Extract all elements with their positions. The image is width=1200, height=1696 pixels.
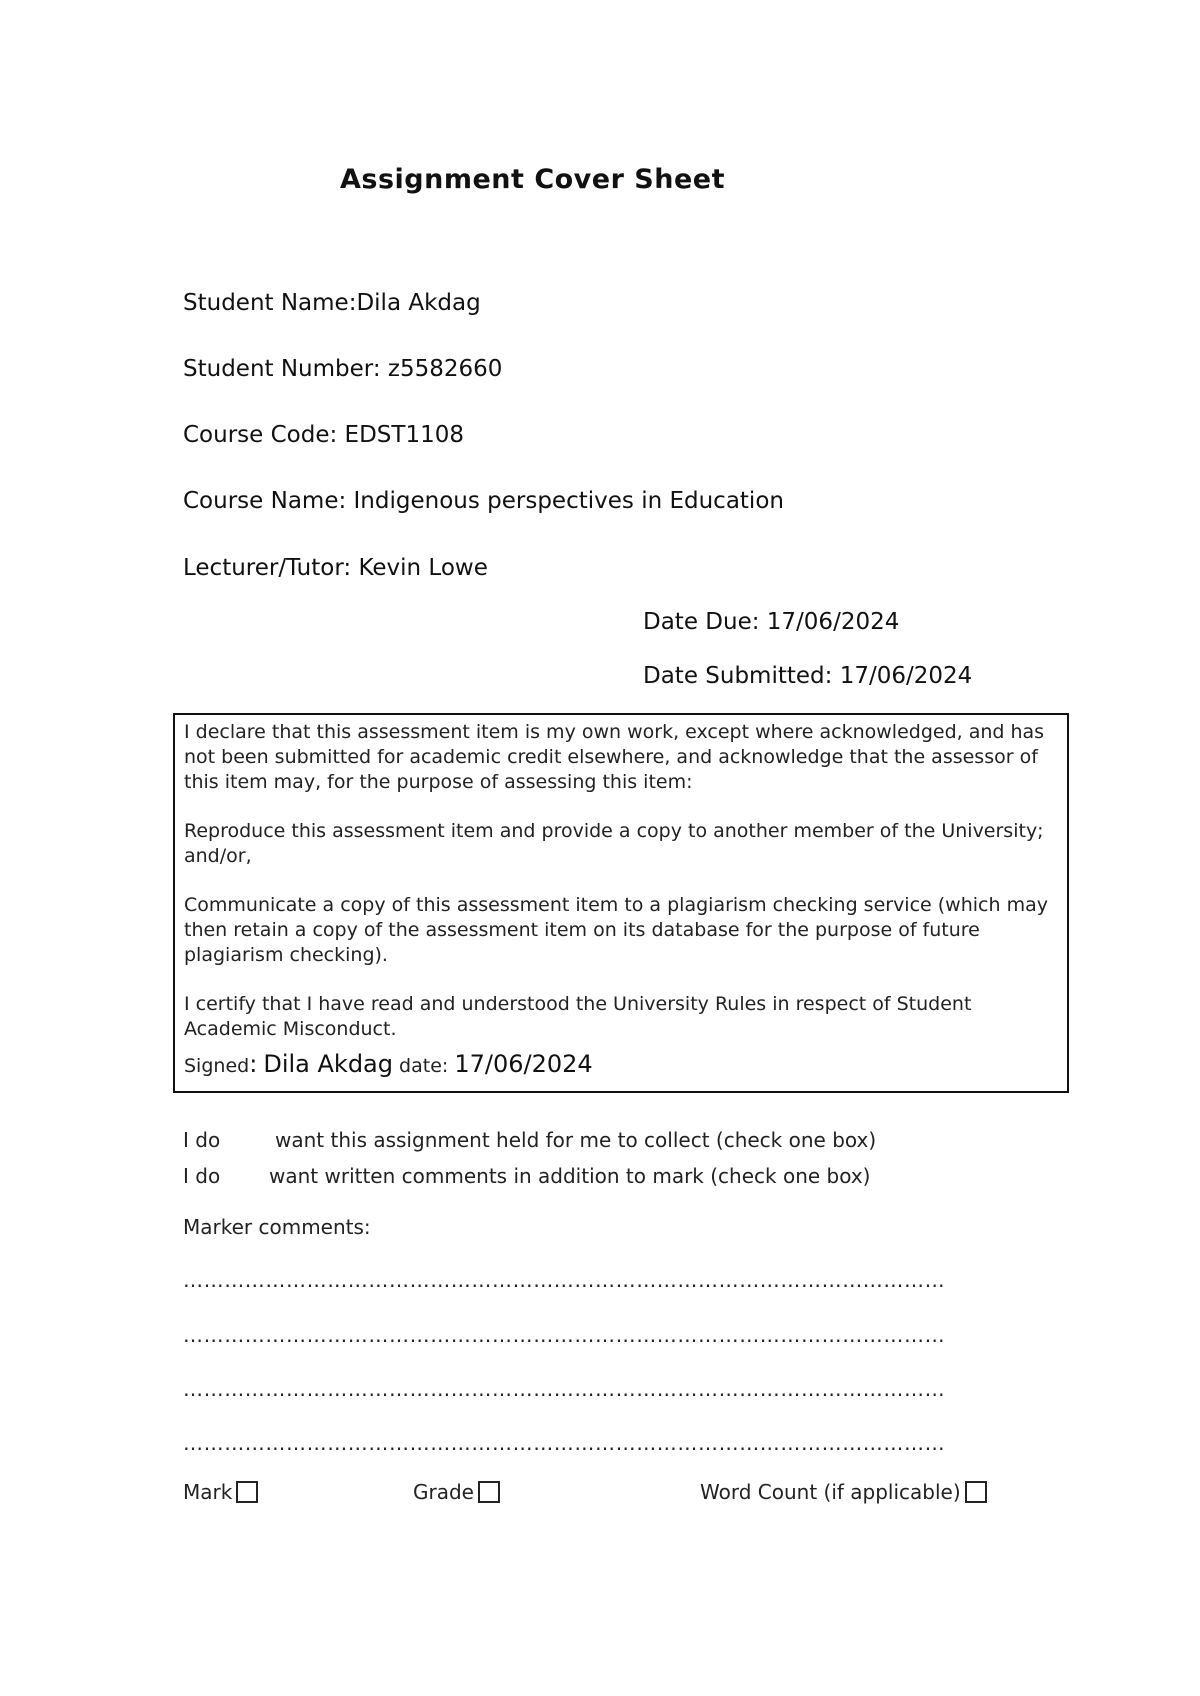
declaration-paragraph: Reproduce this assessment item and provide a copy to another member of the University; and/or, [184,820,1044,867]
page-title: Assignment Cover Sheet [340,164,726,195]
signature-line [184,1052,1058,1079]
signature-date-label: date: [399,1055,449,1077]
signed-label: Signed [184,1055,250,1077]
declaration-paragraph: Communicate a copy of this assessment item to a plagiarism checking service (which may then retain a copy of the assessment item on its database for the purpose of future plagiarism checking). [184,894,1048,966]
declaration-box [173,713,1069,1093]
signature-date: 17/06/2024 [454,1050,593,1078]
comment-line[interactable]: ………………………………………………………………………………………………… [183,1377,946,1401]
comment-line[interactable]: ………………………………………………………………………………………………… [183,1323,946,1347]
course-name: Course Name: Indigenous perspectives in Education [183,488,784,514]
date-submitted: Date Submitted: 17/06/2024 [643,663,973,689]
word-count-label: Word Count (if applicable) [700,1480,961,1504]
mark-label: Mark [183,1480,233,1504]
grade-field [413,1480,500,1504]
comments-option-text: want written comments in addition to mark (check one box) [269,1164,871,1188]
word-count-checkbox[interactable] [965,1481,987,1503]
marker-comments-label: Marker comments: [183,1215,371,1239]
student-number: Student Number: z5582660 [183,356,503,382]
lecturer-tutor: Lecturer/Tutor: Kevin Lowe [183,555,488,581]
course-code: Course Code: EDST1108 [183,422,464,448]
comment-line[interactable]: ………………………………………………………………………………………………… [183,1268,946,1292]
grade-checkbox[interactable] [478,1481,500,1503]
student-name: Student Name:Dila Akdag [183,290,481,316]
declaration-paragraph: I certify that I have read and understood the University Rules in respect of Student Academic Misconduct. [184,993,972,1040]
grade-label: Grade [413,1480,474,1504]
mark-checkbox[interactable] [236,1481,258,1503]
signed-colon: : [249,1050,258,1078]
date-due: Date Due: 17/06/2024 [643,609,900,635]
declaration-paragraph: I declare that this assessment item is my own work, except where acknowledged, and has not been submitted for academic credit elsewhere, and acknowledge that the assessor of this item may, for the purpose of assessing this item: [184,721,1045,793]
comments-option-prefix: I do [183,1164,221,1188]
word-count-field [700,1480,987,1504]
mark-field [183,1480,258,1504]
hold-option-prefix: I do [183,1128,221,1152]
signed-name: Dila Akdag [263,1050,393,1078]
hold-option-text: want this assignment held for me to collect (check one box) [275,1128,877,1152]
comment-line[interactable]: ………………………………………………………………………………………………… [183,1431,946,1455]
